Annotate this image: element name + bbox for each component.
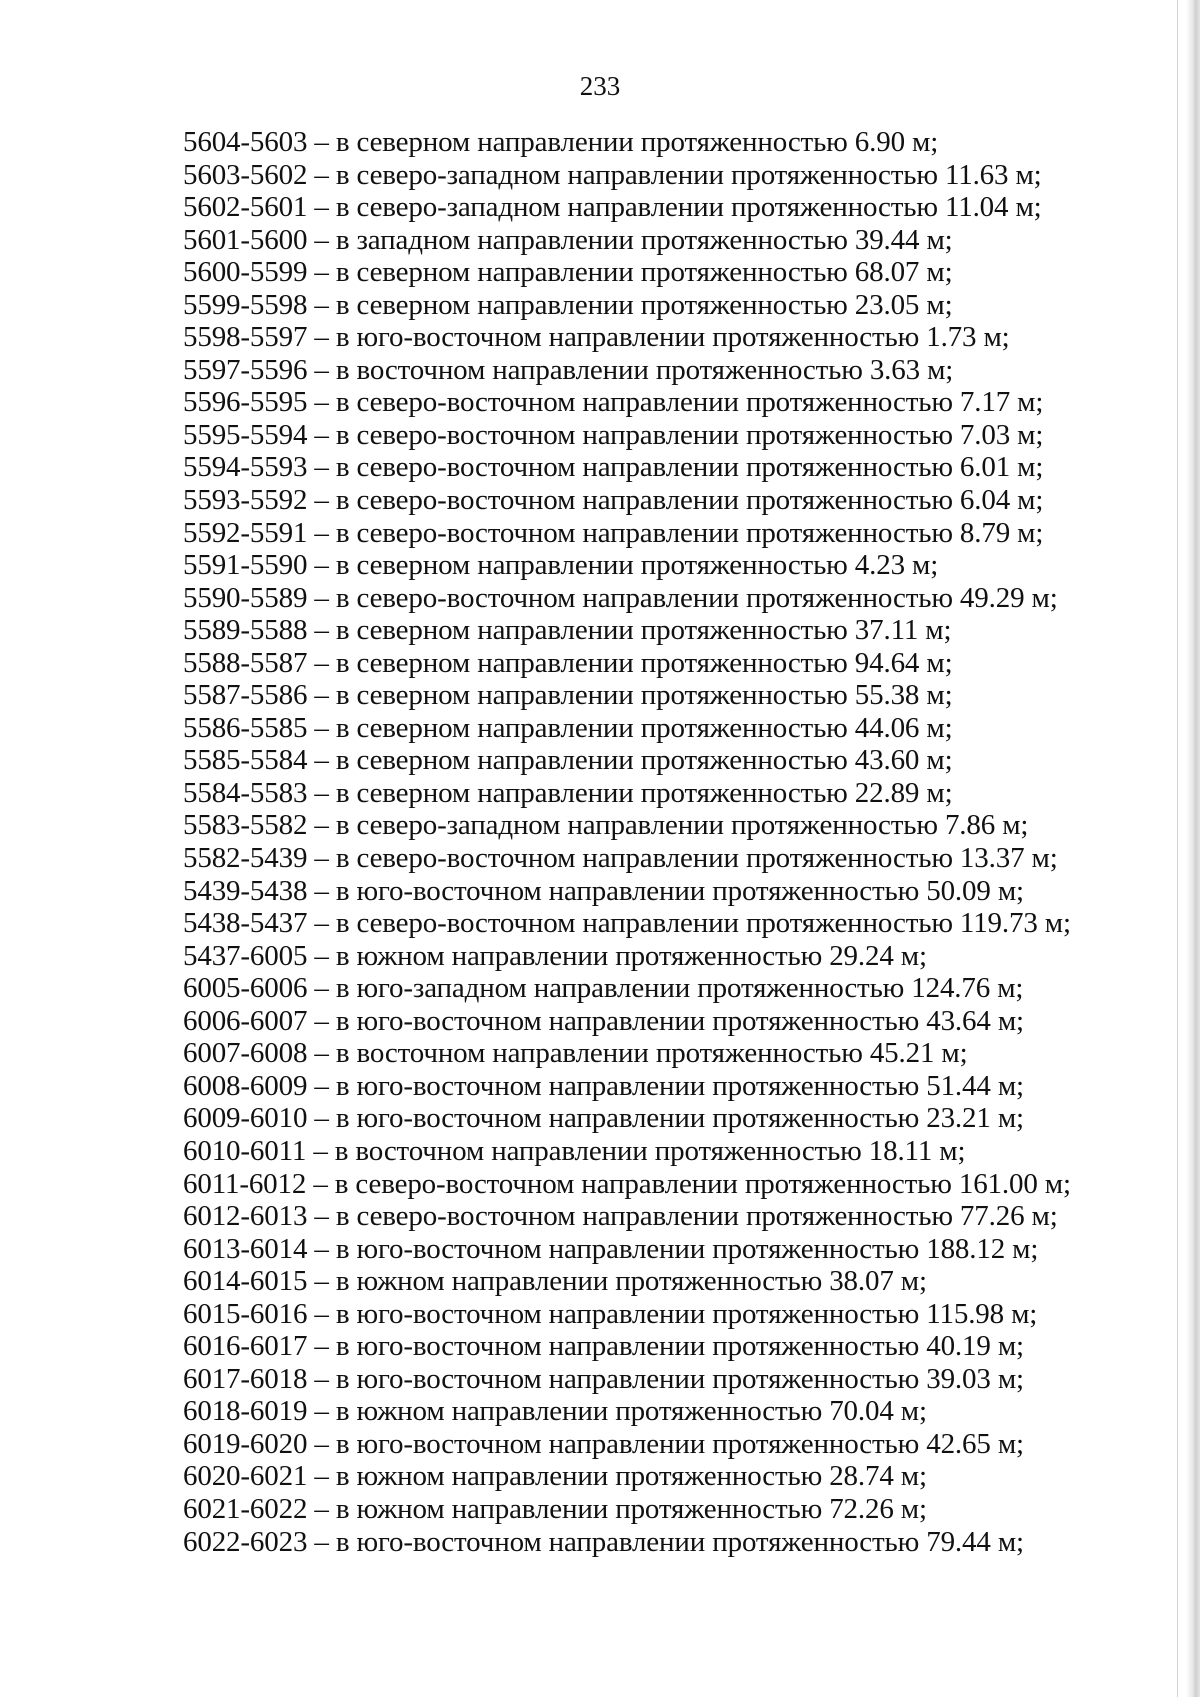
boundary-segment-line: 5438-5437 – в северо-восточном направлении протяженностью 119.73 м; <box>183 907 1071 940</box>
boundary-segment-line: 6008-6009 – в юго-восточном направлении протяженностью 51.44 м; <box>183 1069 1024 1102</box>
boundary-segment-line: 6020-6021 – в южном направлении протяженностью 28.74 м; <box>183 1460 927 1493</box>
boundary-segment-line: 5597-5596 – в восточном направлении протяженностью 3.63 м; <box>183 353 954 386</box>
boundary-segment-line: 6016-6017 – в юго-восточном направлении протяженностью 40.19 м; <box>183 1330 1024 1363</box>
boundary-segment-line: 6006-6007 – в юго-восточном направлении протяженностью 43.64 м; <box>183 1004 1024 1037</box>
boundary-segment-line: 5590-5589 – в северо-восточном направлении протяженностью 49.29 м; <box>183 581 1058 614</box>
boundary-segment-line: 5582-5439 – в северо-восточном направлении протяженностью 13.37 м; <box>183 842 1058 875</box>
boundary-segment-line: 5586-5585 – в северном направлении протяженностью 44.06 м; <box>183 711 953 744</box>
scan-edge-shadow <box>1186 0 1200 1697</box>
boundary-segment-line: 5592-5591 – в северо-восточном направлении протяженностью 8.79 м; <box>183 516 1044 549</box>
boundary-segment-line: 6017-6018 – в юго-восточном направлении протяженностью 39.03 м; <box>183 1362 1024 1395</box>
boundary-segment-line: 5594-5593 – в северо-восточном направлении протяженностью 6.01 м; <box>183 451 1044 484</box>
boundary-segment-line: 5603-5602 – в северо-западном направлении протяженностью 11.63 м; <box>183 158 1042 191</box>
boundary-segment-list <box>183 126 1163 1558</box>
boundary-segment-line: 5596-5595 – в северо-восточном направлении протяженностью 7.17 м; <box>183 386 1044 419</box>
boundary-segment-line: 5591-5590 – в северном направлении протяженностью 4.23 м; <box>183 549 939 582</box>
boundary-segment-line: 5583-5582 – в северо-западном направлении протяженностью 7.86 м; <box>183 809 1029 842</box>
boundary-segment-line: 5599-5598 – в северном направлении протяженностью 23.05 м; <box>183 288 953 321</box>
boundary-segment-line: 5598-5597 – в юго-восточном направлении протяженностью 1.73 м; <box>183 321 1010 354</box>
boundary-segment-line: 6007-6008 – в восточном направлении протяженностью 45.21 м; <box>183 1037 968 1070</box>
boundary-segment-line: 5584-5583 – в северном направлении протяженностью 22.89 м; <box>183 776 953 809</box>
boundary-segment-line: 6005-6006 – в юго-западном направлении протяженностью 124.76 м; <box>183 972 1024 1005</box>
boundary-segment-line: 5439-5438 – в юго-восточном направлении протяженностью 50.09 м; <box>183 874 1024 907</box>
boundary-segment-line: 6015-6016 – в юго-восточном направлении протяженностью 115.98 м; <box>183 1297 1038 1330</box>
boundary-segment-line: 5589-5588 – в северном направлении протяженностью 37.11 м; <box>183 614 952 647</box>
boundary-segment-line: 5604-5603 – в северном направлении протяженностью 6.90 м; <box>183 126 939 158</box>
boundary-segment-line: 5593-5592 – в северо-восточном направлении протяженностью 6.04 м; <box>183 484 1044 517</box>
boundary-segment-line: 5587-5586 – в северном направлении протяженностью 55.38 м; <box>183 679 953 712</box>
boundary-segment-line: 5585-5584 – в северном направлении протяженностью 43.60 м; <box>183 744 953 777</box>
boundary-segment-line: 5437-6005 – в южном направлении протяженностью 29.24 м; <box>183 939 927 972</box>
boundary-segment-line: 5588-5587 – в северном направлении протяженностью 94.64 м; <box>183 646 953 679</box>
boundary-segment-line: 6018-6019 – в южном направлении протяженностью 70.04 м; <box>183 1395 927 1428</box>
boundary-segment-line: 6012-6013 – в северо-восточном направлении протяженностью 77.26 м; <box>183 1200 1058 1233</box>
boundary-segment-line: 6022-6023 – в юго-восточном направлении протяженностью 79.44 м; <box>183 1525 1024 1558</box>
boundary-segment-line: 5600-5599 – в северном направлении протяженностью 68.07 м; <box>183 256 953 289</box>
boundary-segment-line: 5601-5600 – в западном направлении протяженностью 39.44 м; <box>183 223 953 256</box>
boundary-segment-line: 5595-5594 – в северо-восточном направлении протяженностью 7.03 м; <box>183 418 1044 451</box>
boundary-segment-line: 6013-6014 – в юго-восточном направлении протяженностью 188.12 м; <box>183 1232 1039 1265</box>
boundary-segment-line: 6014-6015 – в южном направлении протяженностью 38.07 м; <box>183 1265 927 1298</box>
scan-edge-line <box>1177 0 1178 1697</box>
boundary-segment-line: 6019-6020 – в юго-восточном направлении протяженностью 42.65 м; <box>183 1427 1024 1460</box>
boundary-segment-line: 6010-6011 – в восточном направлении протяженностью 18.11 м; <box>183 1134 966 1167</box>
page-number: 233 <box>579 71 621 101</box>
boundary-segment-line: 5602-5601 – в северо-западном направлении протяженностью 11.04 м; <box>183 191 1042 224</box>
boundary-segment-line: 6009-6010 – в юго-восточном направлении протяженностью 23.21 м; <box>183 1102 1024 1135</box>
boundary-segment-line: 6011-6012 – в северо-восточном направлении протяженностью 161.00 м; <box>183 1167 1071 1200</box>
boundary-segment-line: 6021-6022 – в южном направлении протяженностью 72.26 м; <box>183 1492 927 1525</box>
